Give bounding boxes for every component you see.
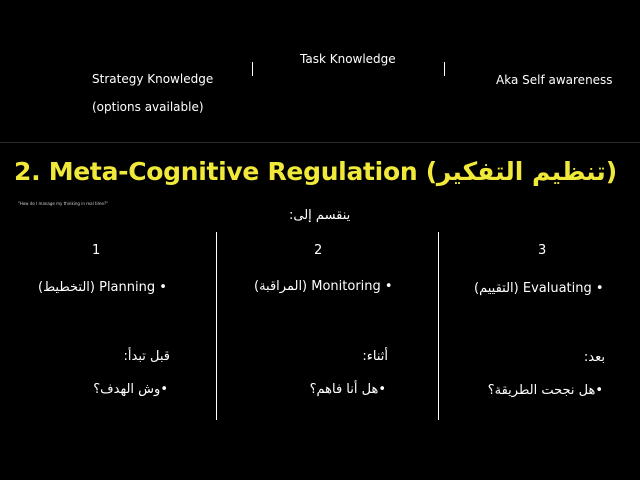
heading-ar: تنظيم التفكير xyxy=(436,157,606,186)
self-awareness-label: Aka Self awareness xyxy=(496,73,613,87)
phase-monitoring: (المراقبة) Monitoring • xyxy=(254,279,393,294)
phase-ar: (التخطيط) xyxy=(38,280,95,295)
slide xyxy=(0,52,640,420)
time-label: بعد: xyxy=(583,350,605,365)
section-heading xyxy=(14,157,617,186)
phase-ar: (التقييم) xyxy=(474,281,519,296)
time-label: قبل تبدأ: xyxy=(123,349,170,364)
divides-into-label: ينقسم إلى: xyxy=(289,208,351,223)
column-number: 3 xyxy=(538,243,547,258)
heading-en: 2. Meta-Cognitive Regulation ( xyxy=(14,157,437,186)
heading-close: ) xyxy=(605,157,617,186)
guiding-question: "How do I manage my thinking in real time?" xyxy=(18,201,108,206)
phase-evaluating: (التقييم) Evaluating • xyxy=(474,281,604,296)
question-bullet: •وش الهدف؟ xyxy=(93,382,168,397)
question-bullet: •هل أنا فاهم؟ xyxy=(309,382,386,397)
phase-en: Monitoring xyxy=(311,279,381,294)
time-label: أثناء: xyxy=(362,349,388,364)
column-separator-1 xyxy=(216,232,217,420)
phase-en: Planning xyxy=(99,280,156,295)
column-number: 2 xyxy=(314,243,323,258)
top-separator-right xyxy=(444,62,445,76)
strategy-knowledge-sub: (options available) xyxy=(92,100,204,114)
task-knowledge-label: Task Knowledge xyxy=(300,52,396,66)
phase-planning: (التخطيط) Planning • xyxy=(38,280,167,295)
phase-en: Evaluating xyxy=(522,281,592,296)
top-separator-left xyxy=(252,62,253,76)
phase-ar: (المراقبة) xyxy=(254,279,308,294)
column-number: 1 xyxy=(92,243,101,258)
question-bullet: •هل نجحت الطريقة؟ xyxy=(487,383,603,398)
column-separator-2 xyxy=(438,232,439,420)
section-divider xyxy=(0,142,640,143)
strategy-knowledge-label: Strategy Knowledge xyxy=(92,72,214,86)
